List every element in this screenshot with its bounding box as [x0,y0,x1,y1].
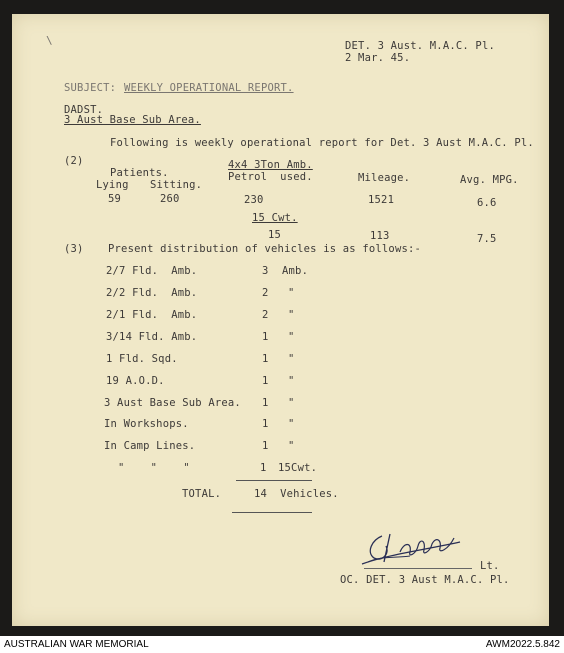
subject-label: SUBJECT: [64,82,117,94]
list-item-count: 1 [262,397,269,409]
patients-heading: Patients. [110,167,169,179]
margin-mark: \ [46,34,53,47]
signatory-title: OC. DET. 3 Aust M.A.C. Pl. [340,574,510,586]
list-item-type: " [288,331,295,343]
list-item-unit: 19 A.O.D. [106,375,165,387]
vehicle-15cwt-heading: 15 Cwt. [252,212,298,224]
total-rule-top [236,480,312,481]
signature-line [364,568,472,569]
list-item-count: 1 [262,353,269,365]
mpg-heading: Avg. MPG. [460,174,519,186]
list-item-type: " [288,440,295,452]
archive-credit: AUSTRALIAN WAR MEMORIAL [4,639,149,650]
petrol-amb-value: 230 [244,194,264,206]
list-item-type: Amb. [282,265,309,277]
list-item-unit: 1 Fld. Sqd. [106,353,178,365]
list-item-type: " [288,418,295,430]
list-item-count: 3 [262,265,269,277]
mileage-15cwt-value: 113 [370,230,390,242]
report-date: 2 Mar. 45. [345,52,411,64]
list-item-unit: 2/7 Fld. Amb. [106,265,198,277]
unit-designation: DET. 3 Aust. M.A.C. Pl. [345,40,495,52]
list-item-count: 1 [262,440,269,452]
addressee-line-2: 3 Aust Base Sub Area. [64,114,201,126]
list-item-count: 2 [262,309,269,321]
section-3-number: (3) [64,243,84,255]
list-item-unit: In Camp Lines. [104,440,196,452]
list-item-type: " [288,287,295,299]
sitting-heading: Sitting. [150,179,203,191]
signatory-rank: Lt. [480,560,500,572]
mpg-15cwt-value: 7.5 [477,233,497,245]
distribution-heading: Present distribution of vehicles is as follows:- [108,243,422,255]
total-value: 14 Vehicles. [254,488,339,500]
list-item-type: 15Cwt. [278,462,318,474]
list-item-unit: 3/14 Fld. Amb. [106,331,198,343]
list-item-unit: In Workshops. [104,418,189,430]
mileage-amb-value: 1521 [368,194,395,206]
petrol-15cwt-value: 15 [268,229,282,241]
list-item-unit: 2/2 Fld. Amb. [106,287,198,299]
section-2-number: (2) [64,155,84,167]
list-item-unit: 3 Aust Base Sub Area. [104,397,241,409]
total-label: TOTAL. [182,488,222,500]
subject-title: WEEKLY OPERATIONAL REPORT. [124,82,294,94]
handwritten-signature [360,528,472,570]
archive-reference: AWM2022.5.842 [485,639,560,650]
list-item-type: " [288,397,295,409]
list-item-count: 2 [262,287,269,299]
total-rule-bottom [232,512,312,513]
lying-value: 59 [108,193,122,205]
addressee-line-1: DADST. [64,104,104,116]
list-item-type: " [288,353,295,365]
mpg-amb-value: 6.6 [477,197,497,209]
list-item-unit: 2/1 Fld. Amb. [106,309,198,321]
list-item-count: 1 [262,418,269,430]
list-item-unit: " " " [118,462,190,474]
mileage-heading: Mileage. [358,172,411,184]
intro-text: Following is weekly operational report for Det. 3 Aust M.A.C. Pl. [110,137,534,149]
sitting-value: 260 [160,193,180,205]
list-item-count: 1 [260,462,267,474]
petrol-heading: Petrol used. [228,171,313,183]
lying-heading: Lying [96,179,129,191]
list-item-type: " [288,309,295,321]
list-item-count: 1 [262,331,269,343]
vehicle-4x4-heading: 4x4 3Ton Amb. [228,159,313,171]
list-item-count: 1 [262,375,269,387]
list-item-type: " [288,375,295,387]
